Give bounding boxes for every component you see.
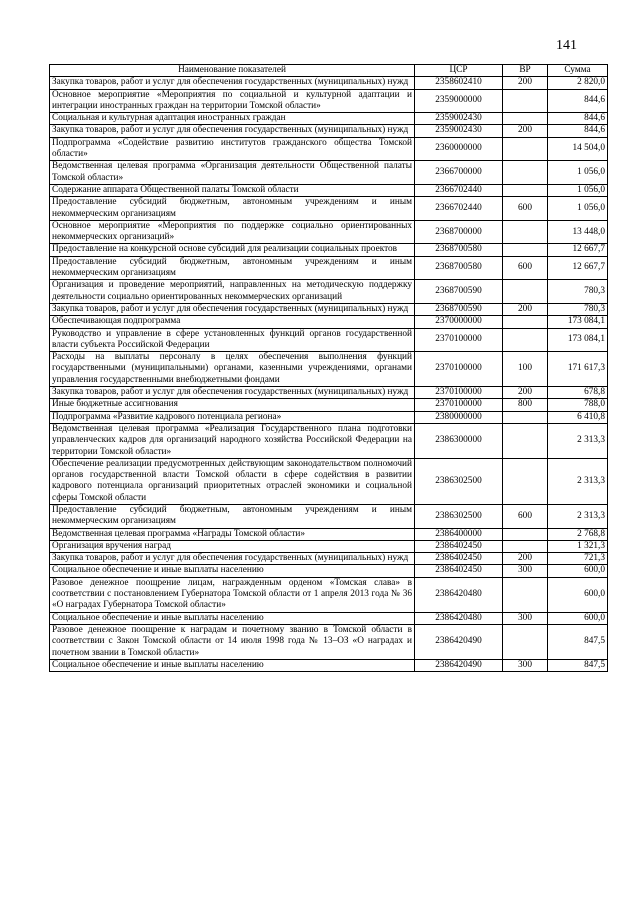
table-row	[50, 387, 608, 399]
header-name: Наименование показателей	[50, 65, 415, 77]
row-vr: 300	[503, 659, 548, 671]
row-vr	[503, 220, 548, 244]
row-vr: 100	[503, 352, 548, 387]
table-row	[50, 565, 608, 577]
row-vr	[503, 540, 548, 552]
table-row	[50, 458, 608, 504]
table-row	[50, 553, 608, 565]
row-csr: 2386402450	[415, 565, 503, 577]
row-vr	[503, 280, 548, 304]
row-vr	[503, 528, 548, 540]
row-name: Подпрограмма «Содействие развитию институтов гражданского общества Томской области»	[50, 137, 415, 161]
row-name: Руководство и управление в сфере установленных функций органов государственной власти субъекта Российской Федерации	[50, 328, 415, 352]
table-row	[50, 659, 608, 671]
row-vr: 600	[503, 256, 548, 280]
row-vr: 200	[503, 553, 548, 565]
row-vr: 600	[503, 197, 548, 221]
row-sum: 1 321,3	[548, 540, 608, 552]
row-name: Ведомственная целевая программа «Награды Томской области»	[50, 528, 415, 540]
row-vr	[503, 624, 548, 659]
row-csr: 2368700580	[415, 256, 503, 280]
row-sum: 844,6	[548, 113, 608, 125]
row-name: Обеспечивающая подпрограмма	[50, 316, 415, 328]
row-csr: 2386420490	[415, 624, 503, 659]
row-csr: 2359002430	[415, 125, 503, 137]
row-sum: 788,0	[548, 399, 608, 411]
row-sum: 13 448,0	[548, 220, 608, 244]
row-csr: 2370100000	[415, 352, 503, 387]
table-row	[50, 184, 608, 196]
row-name: Подпрограмма «Развитие кадрового потенциала региона»	[50, 411, 415, 423]
row-sum: 2 313,3	[548, 458, 608, 504]
row-vr: 200	[503, 125, 548, 137]
row-vr: 300	[503, 612, 548, 624]
row-vr	[503, 411, 548, 423]
header-sum: Сумма	[548, 65, 608, 77]
row-sum: 600,0	[548, 612, 608, 624]
row-vr	[503, 113, 548, 125]
row-name: Иные бюджетные ассигнования	[50, 399, 415, 411]
row-sum: 844,6	[548, 125, 608, 137]
row-name: Предоставление субсидий бюджетным, автономным учреждениям и иным некоммерческим организациям	[50, 197, 415, 221]
table-row	[50, 411, 608, 423]
table-row	[50, 197, 608, 221]
row-sum: 2 313,3	[548, 423, 608, 458]
row-name: Расходы на выплаты персоналу в целях обеспечения выполнения функций государственными (муниципальными) органами, казенными учреждениями, органами управления государственными внебюджетными фондами	[50, 352, 415, 387]
row-name: Закупка товаров, работ и услуг для обеспечения государственных (муниципальных) нужд	[50, 303, 415, 315]
table-row	[50, 528, 608, 540]
row-vr: 800	[503, 399, 548, 411]
row-sum: 2 313,3	[548, 504, 608, 528]
table-row	[50, 113, 608, 125]
row-sum: 780,3	[548, 303, 608, 315]
table-row	[50, 624, 608, 659]
row-vr: 200	[503, 77, 548, 89]
row-sum: 1 056,0	[548, 184, 608, 196]
row-name: Социальная и культурная адаптация иностранных граждан	[50, 113, 415, 125]
row-csr: 2366702440	[415, 184, 503, 196]
row-vr	[503, 137, 548, 161]
row-csr: 2370100000	[415, 387, 503, 399]
row-sum: 2 768,8	[548, 528, 608, 540]
row-vr	[503, 423, 548, 458]
row-sum: 678,8	[548, 387, 608, 399]
header-vr: ВР	[503, 65, 548, 77]
table-header-row	[50, 65, 608, 77]
row-name: Закупка товаров, работ и услуг для обеспечения государственных (муниципальных) нужд	[50, 553, 415, 565]
table-row	[50, 423, 608, 458]
row-sum: 12 667,7	[548, 244, 608, 256]
table-row	[50, 244, 608, 256]
row-csr: 2386302500	[415, 504, 503, 528]
row-csr: 2368700590	[415, 303, 503, 315]
row-name: Организация и проведение мероприятий, направленных на методическую поддержку деятельности социально ориентированных некоммерческих организаций	[50, 280, 415, 304]
row-name: Предоставление субсидий бюджетным, автономным учреждениям и иным некоммерческим организациям	[50, 504, 415, 528]
row-csr: 2368700580	[415, 244, 503, 256]
row-name: Основное мероприятие «Мероприятия по поддержке социально ориентированных некоммерческих организаций»	[50, 220, 415, 244]
row-sum: 173 084,1	[548, 316, 608, 328]
table-row	[50, 89, 608, 113]
row-vr: 200	[503, 387, 548, 399]
row-name: Разовое денежное поощрение к наградам и почетному званию в Томской области в соответствии с Закон Томской области от 14 июля 1998 года № 13–ОЗ «О наградах и почетном звании в Томской области»	[50, 624, 415, 659]
row-vr: 300	[503, 565, 548, 577]
row-csr: 2386402450	[415, 540, 503, 552]
row-sum: 847,5	[548, 624, 608, 659]
row-sum: 171 617,3	[548, 352, 608, 387]
row-name: Социальное обеспечение и иные выплаты населению	[50, 659, 415, 671]
header-csr: ЦСР	[415, 65, 503, 77]
table-row	[50, 125, 608, 137]
table-row	[50, 256, 608, 280]
row-name: Социальное обеспечение и иные выплаты населению	[50, 612, 415, 624]
row-csr: 2366700000	[415, 161, 503, 185]
table-row	[50, 352, 608, 387]
row-vr	[503, 244, 548, 256]
row-name: Закупка товаров, работ и услуг для обеспечения государственных (муниципальных) нужд	[50, 125, 415, 137]
table-row	[50, 399, 608, 411]
row-csr: 2368700000	[415, 220, 503, 244]
row-csr: 2386420480	[415, 577, 503, 612]
page-number: 141	[556, 38, 577, 53]
row-name: Закупка товаров, работ и услуг для обеспечения государственных (муниципальных) нужд	[50, 387, 415, 399]
row-vr	[503, 316, 548, 328]
row-name: Ведомственная целевая программа «Организация деятельности Общественной палаты Томской области»	[50, 161, 415, 185]
table-row	[50, 220, 608, 244]
row-csr: 2386302500	[415, 458, 503, 504]
row-name: Социальное обеспечение и иные выплаты населению	[50, 565, 415, 577]
row-csr: 2386420490	[415, 659, 503, 671]
row-sum: 600,0	[548, 577, 608, 612]
row-csr: 2358602410	[415, 77, 503, 89]
row-sum: 1 056,0	[548, 161, 608, 185]
row-csr: 2386420480	[415, 612, 503, 624]
row-csr: 2370000000	[415, 316, 503, 328]
table-row	[50, 540, 608, 552]
row-name: Основное мероприятие «Мероприятия по социальной и культурной адаптации и интеграции иностранных граждан на территории Томской области»	[50, 89, 415, 113]
table-row	[50, 303, 608, 315]
budget-table	[49, 64, 608, 672]
row-sum: 6 410,8	[548, 411, 608, 423]
table-row	[50, 328, 608, 352]
row-csr: 2368700590	[415, 280, 503, 304]
table-row	[50, 504, 608, 528]
table-row	[50, 137, 608, 161]
row-sum: 780,3	[548, 280, 608, 304]
table-row	[50, 612, 608, 624]
row-vr	[503, 577, 548, 612]
table-row	[50, 280, 608, 304]
table-row	[50, 77, 608, 89]
table-row	[50, 577, 608, 612]
row-vr: 600	[503, 504, 548, 528]
row-csr: 2359000000	[415, 89, 503, 113]
row-sum: 1 056,0	[548, 197, 608, 221]
row-name: Предоставление субсидий бюджетным, автономным учреждениям и иным некоммерческим организациям	[50, 256, 415, 280]
row-csr: 2360000000	[415, 137, 503, 161]
row-csr: 2366702440	[415, 197, 503, 221]
row-sum: 847,5	[548, 659, 608, 671]
row-csr: 2359002430	[415, 113, 503, 125]
row-name: Ведомственная целевая программа «Реализация Государственного плана подготовки управленческих кадров для организаций народного хозяйства Российской Федерации на территории Томской области»	[50, 423, 415, 458]
row-csr: 2380000000	[415, 411, 503, 423]
row-name: Организация вручения наград	[50, 540, 415, 552]
row-sum: 844,6	[548, 89, 608, 113]
row-vr	[503, 161, 548, 185]
row-csr: 2370100000	[415, 399, 503, 411]
row-name: Разовое денежное поощрение лицам, награжденным орденом «Томская слава» в соответствии с постановлением Губернатора Томской области от 1 апреля 2013 года № 36 «О наградах Губернатора Томской области»	[50, 577, 415, 612]
row-sum: 14 504,0	[548, 137, 608, 161]
row-sum: 12 667,7	[548, 256, 608, 280]
row-sum: 173 084,1	[548, 328, 608, 352]
row-csr: 2386402450	[415, 553, 503, 565]
row-name: Предоставление на конкурсной основе субсидий для реализации социальных проектов	[50, 244, 415, 256]
row-sum: 721,3	[548, 553, 608, 565]
row-csr: 2386300000	[415, 423, 503, 458]
row-name: Закупка товаров, работ и услуг для обеспечения государственных (муниципальных) нужд	[50, 77, 415, 89]
row-vr	[503, 89, 548, 113]
table-row	[50, 316, 608, 328]
row-vr	[503, 184, 548, 196]
row-sum: 600,0	[548, 565, 608, 577]
row-name: Обеспечение реализации предусмотренных действующим законодательством полномочий органов государственной власти Томской области в сфере содействия в развитии кадрового потенциала организаций приоритетных отраслей экономики и социальной сферы Томской области	[50, 458, 415, 504]
row-csr: 2370100000	[415, 328, 503, 352]
row-sum: 2 820,0	[548, 77, 608, 89]
row-csr: 2386400000	[415, 528, 503, 540]
row-name: Содержание аппарата Общественной палаты Томской области	[50, 184, 415, 196]
row-vr	[503, 458, 548, 504]
table-row	[50, 161, 608, 185]
row-vr	[503, 328, 548, 352]
row-vr: 200	[503, 303, 548, 315]
